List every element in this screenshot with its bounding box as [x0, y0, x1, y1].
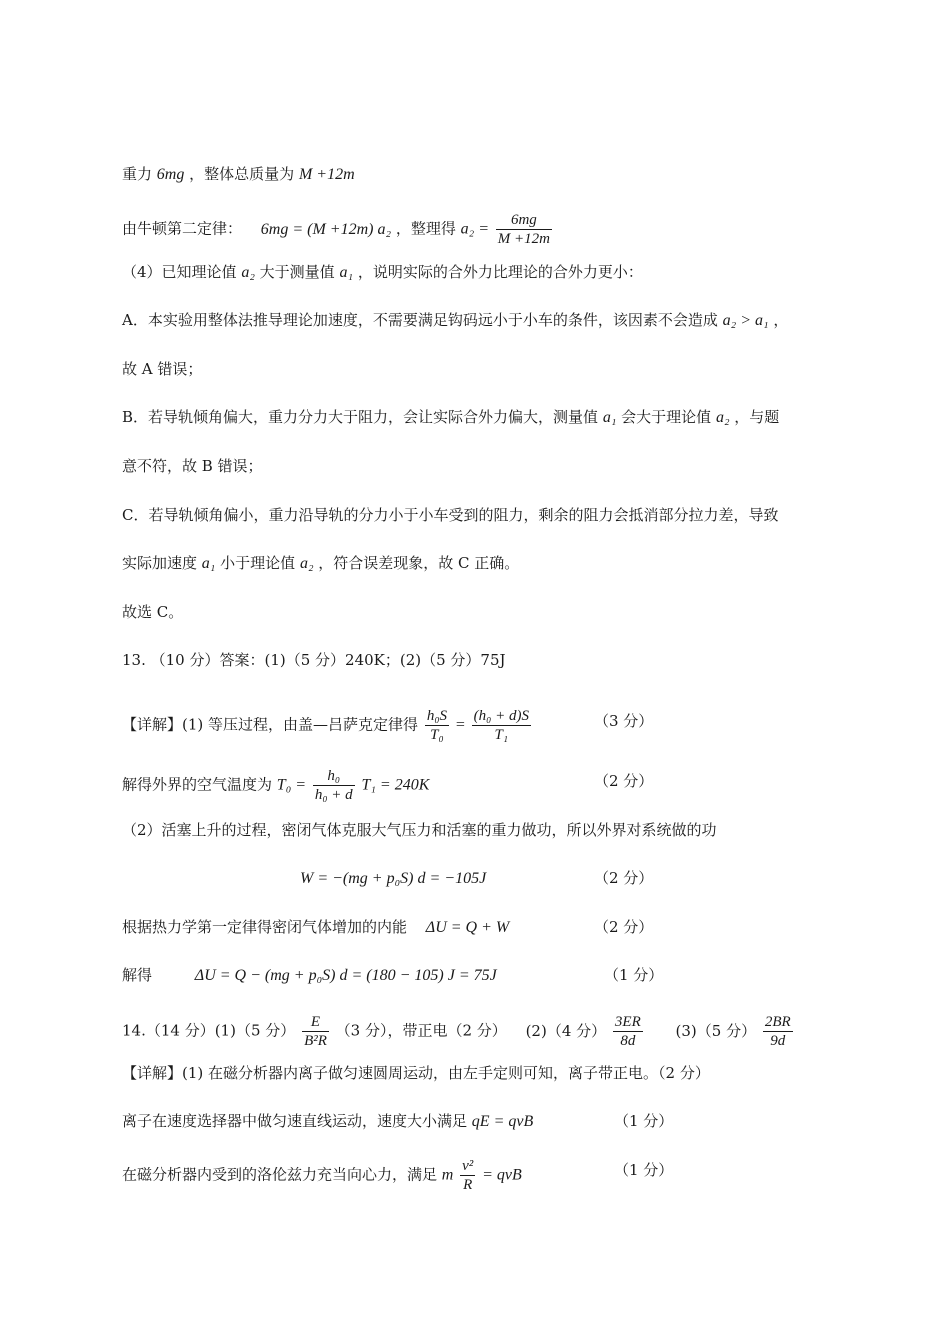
line-a-wrong [122, 359, 202, 379]
score: （3 分） [594, 712, 654, 730]
text: ，说明实际的合外力比理论的合外力更小： [357, 263, 643, 281]
line-part4 [122, 262, 643, 283]
line-option-c [122, 505, 778, 525]
text: 故 A 错误； [122, 360, 203, 378]
line-velocity-selector [122, 1111, 533, 1132]
score: （2 分） [594, 918, 654, 936]
denominator: T₀ [430, 727, 444, 743]
formula: a₂ [715, 409, 730, 426]
text: ，与题 [734, 408, 780, 426]
text: ， [773, 311, 789, 329]
text: 故选 C。 [122, 603, 184, 621]
text: (3)（5 分） [675, 1021, 757, 1040]
numerator: h₀S [426, 708, 448, 724]
text: 【详解】(1) 等压过程，由盖—吕萨克定律得 [122, 715, 419, 734]
formula: m [441, 1166, 454, 1184]
text: 在磁分析器内受到的洛伦兹力充当向心力，满足 [122, 1165, 438, 1184]
denominator: R [463, 1177, 473, 1193]
line-q14-detail [122, 1063, 710, 1083]
formula: T₁ = 240K [361, 776, 430, 794]
text: ，符合误差现象，故 C 正确。 [318, 554, 520, 572]
score: （2 分） [594, 869, 654, 887]
text: 意不符，故 B 错误； [122, 457, 263, 475]
score: （1 分） [614, 1161, 674, 1179]
line-q14 [122, 1014, 795, 1049]
line-first-law [122, 917, 509, 938]
numerator: 6mg [496, 212, 552, 230]
text: 实际加速度 [122, 554, 198, 572]
numerator: (h₀ + d)S [473, 708, 529, 724]
line-option-a [122, 310, 788, 331]
formula: a₁ [339, 264, 354, 281]
line-delta-u [122, 965, 497, 986]
fraction [302, 1014, 329, 1049]
line-q13 [122, 650, 506, 670]
text: 大于测量值 [259, 263, 335, 281]
formula: W = −(mg + p₀S) d = −105J [300, 870, 487, 887]
text: 离子在速度选择器中做匀速直线运动，速度大小满足 [122, 1112, 468, 1130]
score: （2 分） [594, 772, 654, 790]
line-b-wrong [122, 456, 263, 476]
formula: 6mg = (M +12m) a₂ [260, 220, 392, 238]
text: ，整体总质量为 [189, 165, 295, 183]
text: （3 分），带正电（2 分） [335, 1021, 507, 1040]
denominator: h₀ + d [314, 787, 353, 803]
formula: M +12m [298, 166, 355, 183]
numerator: 3ER [614, 1014, 641, 1030]
formula: a₂ [299, 555, 314, 572]
denominator: 8d [620, 1033, 636, 1049]
text: ，整理得 [395, 219, 456, 238]
fraction [425, 708, 449, 743]
fraction [496, 212, 552, 247]
denominator: T₁ [494, 727, 509, 743]
text: 重力 [122, 165, 153, 183]
text: 解得外界的空气温度为 [122, 775, 273, 794]
denominator: B²R [304, 1033, 327, 1049]
text: 小于理论值 [220, 554, 296, 572]
numerator: 2BR [764, 1014, 791, 1030]
line-option-b [122, 407, 779, 428]
score: （1 分） [614, 1112, 674, 1130]
text: B．若导轨倾角偏大，重力分力大于阻力，会让实际合外力偏大，测量值 [122, 408, 599, 426]
text: 解得 [122, 966, 153, 984]
fraction [313, 768, 355, 803]
text: 由牛顿第二定律： [122, 219, 243, 238]
line-gravity [122, 164, 355, 185]
line-lorentz [122, 1158, 522, 1193]
formula: = qvB [482, 1166, 522, 1184]
text: 13. （10 分）答案：(1)（5 分）240K；(2)（5 分）75J [122, 651, 506, 669]
numerator: v² [462, 1158, 474, 1174]
formula: ΔU = Q − (mg + p₀S) d = (180 − 105) J = 75J [194, 967, 497, 984]
formula: a₁ [201, 555, 216, 572]
formula: = [455, 716, 465, 734]
formula: a₁ [602, 409, 617, 426]
text: （2）活塞上升的过程，密闭气体克服大气压力和活塞的重力做功，所以外界对系统做的功 [122, 821, 717, 839]
formula: a₂ = [460, 220, 489, 238]
formula: a₂ > a₁ [722, 312, 769, 329]
line-work-eq [300, 868, 486, 889]
formula: qE = qvB [471, 1113, 534, 1130]
text: 会大于理论值 [621, 408, 712, 426]
line-c-right [122, 553, 519, 574]
score: （1 分） [604, 966, 664, 984]
formula: a₂ [241, 264, 255, 281]
denominator: 9d [770, 1033, 786, 1049]
denominator: M +12m [497, 231, 550, 247]
formula: 6mg [156, 166, 185, 183]
text: C．若导轨倾角偏小，重力沿导轨的分力小于小车受到的阻力，剩余的阻力会抵消部分拉力差，导致 [122, 506, 779, 524]
text: （4）已知理论值 [122, 263, 237, 281]
line-q13-detail [122, 708, 533, 743]
line-newton [122, 212, 554, 247]
text: 根据热力学第一定律得密闭气体增加的内能 [122, 918, 408, 936]
numerator: h₀ [313, 768, 355, 786]
line-q13-part2 [122, 820, 717, 840]
line-q13-temp [122, 768, 429, 803]
fraction [472, 708, 531, 743]
text: 【详解】(1) 在磁分析器内离子做匀速圆周运动，由左手定则可知，离子带正电。（2 分） [122, 1064, 710, 1082]
formula: T₀ = [276, 776, 307, 794]
numerator: E [302, 1014, 329, 1032]
text: (2)（4 分） [525, 1021, 607, 1040]
fraction [763, 1014, 793, 1049]
fraction [460, 1158, 475, 1193]
formula: ΔU = Q + W [425, 919, 510, 936]
text: 14.（14 分）(1)（5 分） [122, 1021, 296, 1040]
text: A．本实验用整体法推导理论加速度，不需要满足钩码远小于小车的条件，该因素不会造成 [122, 311, 718, 329]
line-answer-c [122, 602, 183, 622]
fraction [613, 1014, 643, 1049]
